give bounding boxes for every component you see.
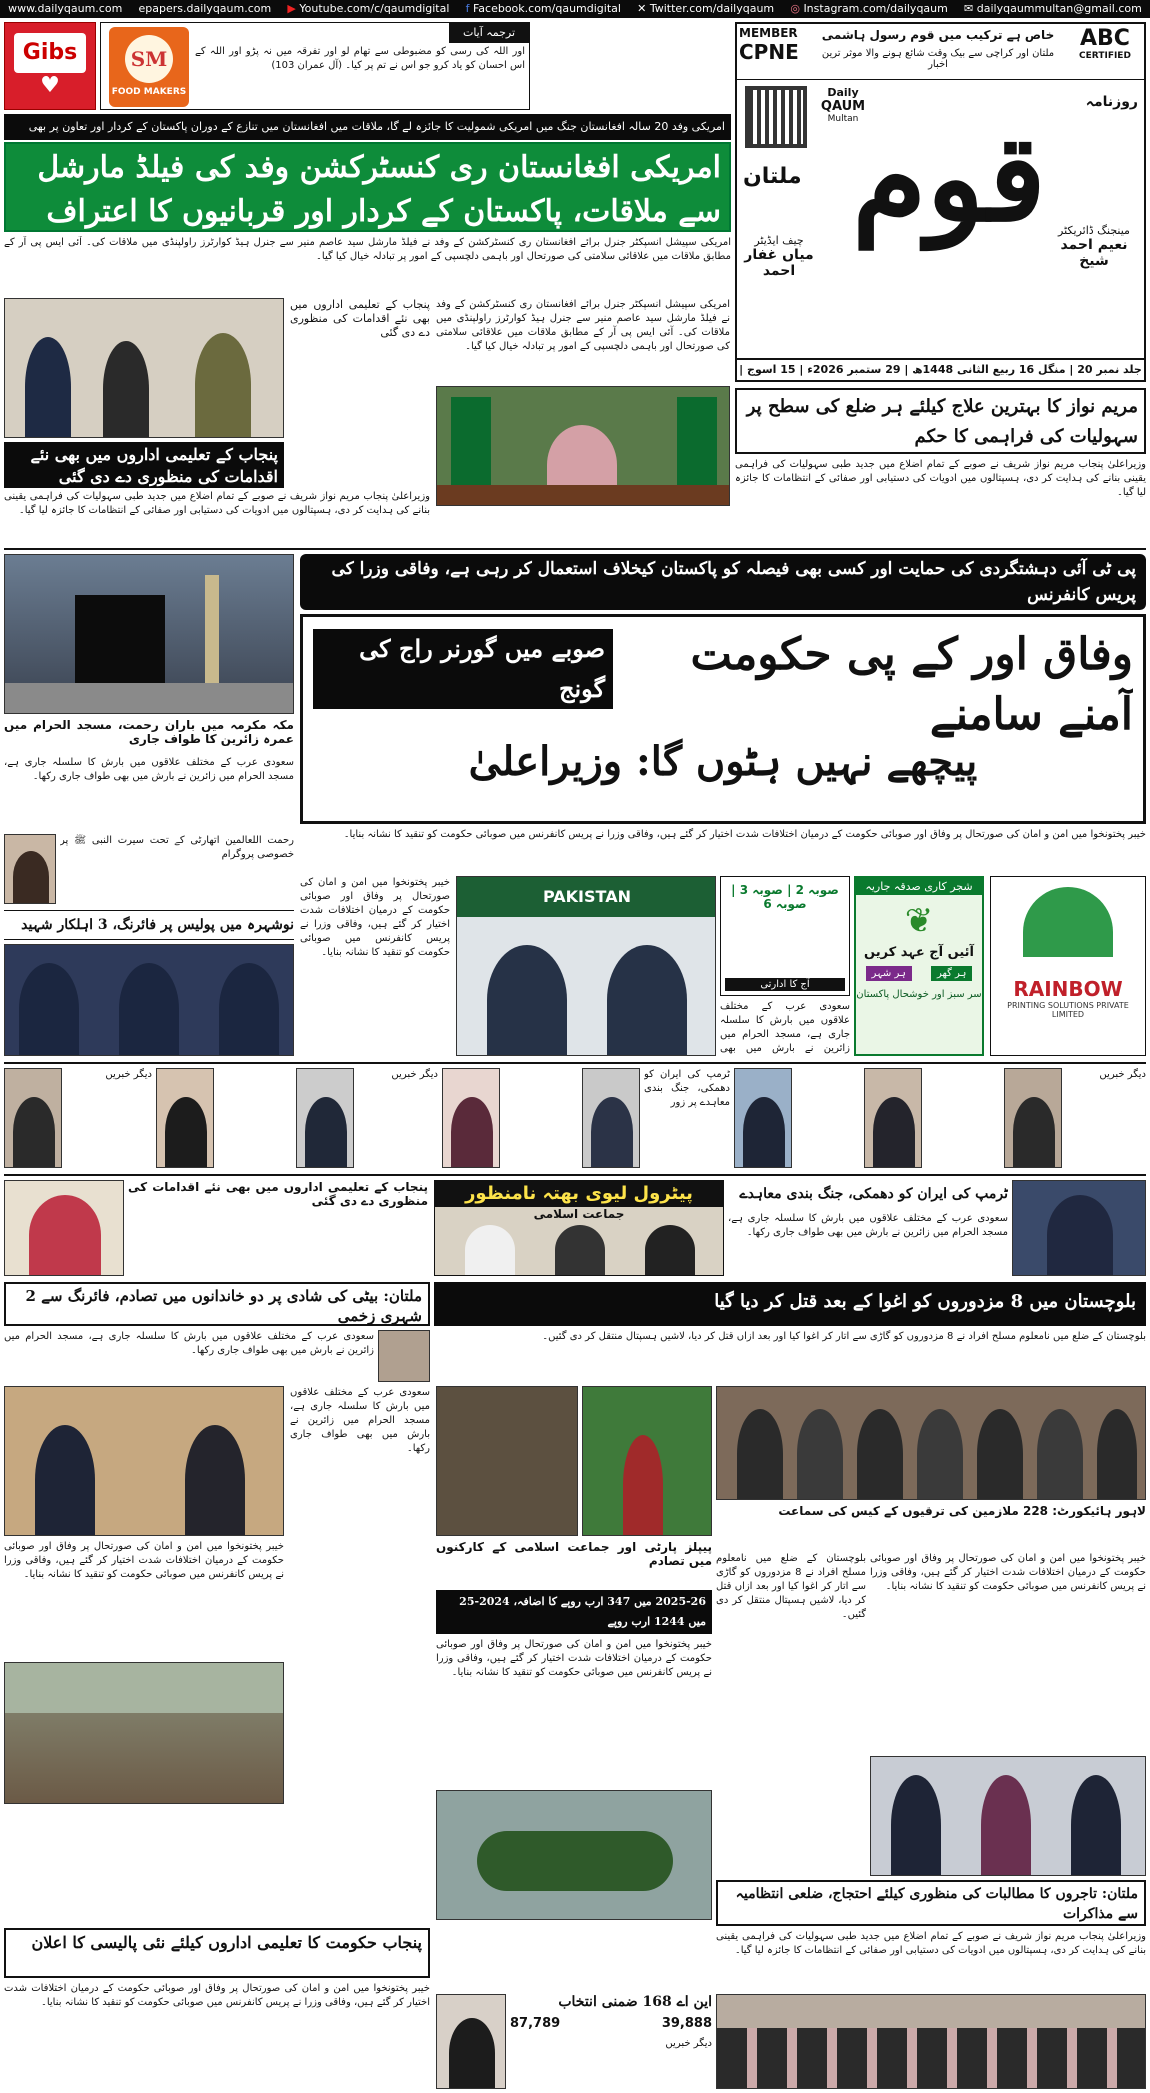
main-headline-1: وفاق اور کے پی حکومت آمنے سامنے [690, 629, 1133, 740]
na168-box [510, 1994, 712, 2089]
tree-sub2: ہر گھر [931, 966, 972, 981]
quake-levels: صوبہ 2 | صوبہ 3 | صوبہ 6 [731, 883, 839, 911]
tagline: ملتان اور کراچی سے بیک وقت شائع ہونے والا موثر ترین اخبار [821, 48, 1055, 70]
rainbow-ad[interactable] [990, 876, 1146, 1056]
divider-2 [4, 1062, 1146, 1064]
right-lower-text-2: خیبر پختونخوا میں امن و امان کی صورتحال پر وفاق اور صوبائی حکومت کے درمیان اختلافات شدت اختیار کر گئے ہیں، وفاقی وزرا نے پریس کانفرنس میں صوبائی حکومت کو تنقید کا نشانہ بنایا۔ [870, 1553, 1146, 1592]
kaaba-headline: مکہ مکرمہ میں باران رحمت، مسجد الحرام میں عمرہ زائرین کا طواف جاری [4, 718, 294, 746]
member-label: MEMBER [739, 26, 798, 40]
iran-official-photo [1012, 1180, 1146, 1276]
na168-votes-b: 39,888 [661, 2016, 712, 2031]
candidate-photo [436, 1994, 506, 2089]
facebook-icon: f [465, 2, 470, 15]
petrol-headline: پیٹرول لیوی بھتہ نامنظور [435, 1181, 723, 1207]
center-bottom-text: خیبر پختونخوا میں امن و امان کی صورتحال پر وفاق اور صوبائی حکومت کے درمیان اختلافات شدت اختیار کر گئے ہیں، وفاقی وزرا نے پریس کانفرنس میں صوبائی حکومت کو تنقید کا نشانہ بنایا۔ [436, 1639, 712, 1678]
bottom-right-body: وزیراعلیٰ پنجاب مریم نواز شریف نے صوبے کے تمام اضلاع میں جدید طبی سہولیات کی فراہمی یقینی بنانے کی ہدایت کر دی، ہسپتالوں میں ادویات کی دستیابی اور صفائی کے انتظامات کا جائزہ لیا گیا۔ [716, 1931, 1146, 1956]
tree-sub1: ہر شہر [866, 966, 912, 981]
balochistan-headline: بلوچستان میں 8 مزدوروں کو اغوا کے بعد قتل کر دیا گیا [434, 1282, 1146, 1326]
email-link[interactable]: ✉ dailyqaummultan@gmail.com [964, 2, 1142, 15]
portrait-3 [296, 1068, 354, 1168]
epaper-link[interactable]: epapers.dailyqaum.com [138, 2, 272, 15]
instagram-link[interactable]: ◎ Instagram.com/dailyqaum [790, 2, 948, 15]
rahmat-text: رحمت اللعالمین اتھارٹی کے تحت سیرت النبی ﷺ پر خصوصی پروگرام [60, 835, 294, 860]
kaaba-photo [4, 554, 294, 714]
gibs-ad[interactable] [4, 22, 96, 110]
top-story-col2: پنجاب کے تعلیمی اداروں میں بھی نئے اقدامات کی منظوری دے دی گئی [290, 298, 430, 339]
portrait-row [4, 1068, 1146, 1172]
health-headline: مریم نواز کا بہترین علاج کیلئے ہر ضلع کی سطح پر سہولیات کی فراہمی کا حکم [735, 388, 1146, 454]
bottom-right-headline: ملتان: تاجروں کا مطالبات کی منظوری کیلئے احتجاج، ضلعی انتظامیہ سے مذاکرات [716, 1880, 1146, 1926]
health-body: وزیراعلیٰ پنجاب مریم نواز شریف نے صوبے کے تمام اضلاع میں جدید طبی سہولیات کی فراہمی یقینی بنانے کی ہدایت کر دی، ہسپتالوں میں ادویات کی دستیابی اور صفائی کے انتظامات کا جائزہ لیا گیا۔ [735, 459, 1146, 498]
portrait-text-3: دیگر خبریں [391, 1069, 438, 1080]
dateline: جلد نمبر 20 | منگل 16 ربیع الثانی 1448ھ | 29 ستمبر 2026ء | 15 اسوج | [737, 358, 1144, 380]
landslide-photo [4, 1662, 284, 1804]
budget-headline: 2025-26 میں 347 ارب روپے کا اضافہ، 2024-25 میں 1244 ارب روپے [436, 1590, 712, 1634]
protest-photo [716, 1386, 1146, 1500]
mosque-icon [1023, 887, 1113, 957]
petrol-levy-box [434, 1180, 724, 1276]
woman-minister-photo [4, 1180, 124, 1276]
main-headline-3: پیچھے نہیں ہٹوں گا: وزیراعلیٰ [468, 738, 978, 785]
main-headline-2: صوبے میں گورنر راج کی گونج [313, 629, 613, 709]
qaum-label: QAUM [820, 99, 866, 114]
maryam-nawaz-photo [436, 386, 730, 506]
petrol-sub: جماعت اسلامی [533, 1207, 625, 1221]
masthead-city: ملتان [743, 164, 802, 189]
jamaat-text: پیپلز پارٹی اور جماعت اسلامی کے کارکنوں میں تصادم [436, 1540, 712, 1568]
daily-label: Daily [827, 86, 859, 99]
quran-text: اور اللہ کی رسی کو مضبوطی سے تھام لو اور تفرقہ میں نہ پڑو اور اللہ کے اس احسان کو یاد کرو جو اس نے تم پر کیا۔ (آل عمران 103) [195, 46, 525, 71]
multan-label: Multan [827, 114, 859, 124]
top-story-col3: امریکی سپیشل انسپکٹر جنرل برائے افغانستان ری کنسٹرکشن کے وفد نے فیلڈ مارشل سید عاصم منیر سے جنرل ہیڈ کوارٹرز راولپنڈی میں ملاقات کی۔ آئی ایس پی آر کے مطابق ملاقات میں علاقائی سلامتی کی صورتحال اور باہمی دلچسپی کے امور پر تبادلہ خیال کیا گیا۔ [436, 299, 730, 352]
youtube-link[interactable]: ▶ Youtube.com/c/qaumdigital [287, 2, 450, 15]
quake-box [720, 876, 850, 996]
football-photo [582, 1386, 712, 1536]
rainbow-logo: RAINBOW [1013, 977, 1123, 1001]
main-lead-box [300, 614, 1146, 824]
gibs-logo: Gibs [14, 33, 86, 73]
chief-editor-label: چیف ایڈیٹر [754, 234, 804, 247]
punjab-body: وزیراعلیٰ پنجاب مریم نواز شریف نے صوبے کے تمام اضلاع میں جدید طبی سہولیات کی فراہمی یقینی بنانے کی ہدایت کر دی، ہسپتالوں میں ادویات کی دستیابی اور صفائی کے انتظامات کا جائزہ لیا گیا۔ [4, 491, 430, 516]
iran-body: سعودی عرب کے مختلف علاقوں میں بارش کا سلسلہ جاری ہے، مسجد الحرام میں زائرین نے بارش میں بھی طواف جاری رکھا۔ [728, 1213, 1008, 1238]
sm-logo: SM [125, 35, 173, 83]
heart-icon: ♥ [40, 73, 60, 98]
quake-text: سعودی عرب کے مختلف علاقوں میں بارش کا سلسلہ جاری ہے، مسجد الحرام میں زائرین نے بارش میں بھی [720, 1001, 850, 1054]
daughter-body: سعودی عرب کے مختلف علاقوں میں بارش کا سلسلہ جاری ہے، مسجد الحرام میں زائرین نے بارش میں بھی طواف جاری رکھا۔ [4, 1331, 374, 1356]
tree-text: آئیں آج عہد کریں [864, 945, 974, 960]
md-name: نعیم احمد شیخ [1060, 237, 1128, 269]
roznama-label: روزنامہ [1085, 94, 1138, 110]
accounts-text: لاہور ہائیکورٹ: 228 ملازمین کی ترقیوں کے کیس کی سماعت [778, 1504, 1146, 1518]
top-social-bar [0, 0, 1150, 18]
main-lead-body: خیبر پختونخوا میں امن و امان کی صورتحال پر وفاق اور صوبائی حکومت کے درمیان اختلافات شدت اختیار کر گئے ہیں، وفاقی وزرا نے پریس کانفرنس میں صوبائی حکومت کو تنقید کا نشانہ بنایا۔ [343, 829, 1146, 840]
punjab-cm-text: پنجاب کے تعلیمی اداروں میں بھی نئے اقدامات کی منظوری دے دی گئی [128, 1180, 428, 1208]
portrait-4 [442, 1068, 500, 1168]
quran-box [100, 22, 530, 110]
youtube-icon: ▶ [287, 2, 296, 15]
portrait-1 [4, 1068, 62, 1168]
right-lower-text: بلوچستان کے ضلع میں نامعلوم مسلح افراد نے 8 مزدوروں کو گاڑی سے اتار کر اغوا کیا اور بعد ازاں قتل کر دیا، لاشیں ہسپتال منتقل کر دی گئیں۔ [716, 1553, 866, 1620]
lower-left-text: خیبر پختونخوا میں امن و امان کی صورتحال پر وفاق اور صوبائی حکومت کے درمیان اختلافات شدت اختیار کر گئے ہیں، وفاقی وزرا نے پریس کانفرنس میں صوبائی حکومت کو تنقید کا نشانہ بنایا۔ [4, 1541, 284, 1580]
na168-body: دیگر خبریں [665, 2038, 712, 2049]
na168-title: این اے 168 ضمنی انتخاب [558, 1994, 712, 2010]
tree-title: شجر کاری صدقہ جاریہ [856, 878, 982, 895]
balochistan-body: بلوچستان کے ضلع میں نامعلوم مسلح افراد نے 8 مزدوروں کو گاڑی سے اتار کر اغوا کیا اور بعد ازاں قتل کر دیا، لاشیں ہسپتال منتقل کر دی گئیں۔ [542, 1331, 1146, 1342]
qr-code[interactable] [745, 86, 807, 148]
bottom-left-headline: پنجاب حکومت کا تعلیمی اداروں کیلئے نئی پالیسی کا اعلان [4, 1928, 430, 1978]
disaster-photo [436, 1386, 578, 1536]
sm-text: FOOD MAKERS [111, 87, 187, 97]
cabinet-meeting-photo [436, 1790, 712, 1920]
portrait-6 [734, 1068, 792, 1168]
portrait-text-8: دیگر خبریں [1099, 1069, 1146, 1080]
quran-title: ترجمہ آیات [449, 23, 529, 43]
press-conference-photo: PAKISTAN [456, 876, 716, 1056]
masthead-title: قوم [852, 108, 1046, 249]
tree-footer: سر سبز اور خوشحال پاکستان [856, 989, 982, 1000]
quake-title: آج کا ادارتی [725, 978, 845, 991]
md-label: مینجنگ ڈائریکٹر [1058, 224, 1130, 237]
divider-1 [4, 548, 1146, 550]
iran-headline: ٹرمپ کی ایران کو دھمکی، جنگ بندی معاہدے [739, 1186, 1008, 1202]
facebook-link[interactable]: f Facebook.com/qaumdigital [465, 2, 621, 15]
top-story-kicker: امریکی وفد 20 سالہ افغانستان جنگ میں امریکی شمولیت کا جائزہ لے گا، ملاقات میں افغانستان میں تنازع کے دوران پاکستان کے کردار اور تعاون پر بھی [4, 114, 731, 140]
punjab-banner: پنجاب کے تعلیمی اداروں میں بھی نئے اقدامات کی منظوری دے دی گئی [4, 442, 284, 488]
plant-icon: ❦ [904, 901, 934, 941]
chief-editor-name: میاں غفار احمد [744, 247, 814, 279]
bottom-left-body: خیبر پختونخوا میں امن و امان کی صورتحال پر وفاق اور صوبائی حکومت کے درمیان اختلافات شدت اختیار کر گئے ہیں، وفاقی وزرا نے پریس کانفرنس میں صوبائی حکومت کو تنقید کا نشانہ بنایا۔ [4, 1983, 430, 2008]
top-story-headline: امریکی افغانستان ری کنسٹرکشن وفد کی فیلڈ مارشل سے ملاقات، پاکستان کے کردار اور قربانیوں کا اعتراف [4, 142, 731, 232]
center-lower-text: سعودی عرب کے مختلف علاقوں میں بارش کا سلسلہ جاری ہے، مسجد الحرام میں زائرین نے بارش میں بھی طواف جاری رکھا۔ [290, 1387, 430, 1454]
award-ceremony-photo [870, 1756, 1146, 1876]
field-marshal-meeting-photo [4, 298, 284, 438]
group-photo [716, 1994, 1146, 2089]
sm-food-makers-ad[interactable] [109, 27, 189, 107]
speaker-portrait [4, 834, 56, 904]
kaaba-body: سعودی عرب کے مختلف علاقوں میں بارش کا سلسلہ جاری ہے، مسجد الحرام میں زائرین نے بارش میں بھی طواف جاری رکھا۔ [4, 757, 294, 782]
tree-plantation-ad[interactable] [854, 876, 984, 1056]
masthead-topline [737, 24, 1144, 80]
website-link[interactable]: www.dailyqaum.com [8, 2, 123, 15]
cpne-logo: CPNE [739, 40, 799, 64]
federal-kicker: پی ٹی آئی دہشتگردی کی حمایت اور کسی بھی فیصلہ کو پاکستان کیخلاف استعمال کر رہی ہے، وفاقی وزرا کی پریس کانفرنس [300, 554, 1146, 610]
abc-certified: CERTIFIED [1079, 51, 1131, 61]
twitter-link[interactable]: ✕ Twitter.com/dailyqaum [637, 2, 775, 15]
daughter-headline: ملتان: بیٹی کی شادی پر دو خاندانوں میں تصادم، فائرنگ سے 2 شہری زخمی [4, 1282, 430, 1326]
portrait-7 [864, 1068, 922, 1168]
masthead [735, 22, 1146, 382]
portrait-8 [1004, 1068, 1062, 1168]
portrait-text-5: ٹرمپ کی ایران کو دھمکی، جنگ بندی معاہدے پر زور [644, 1069, 730, 1108]
top-story-body: امریکی سپیشل انسپکٹر جنرل برائے افغانستان ری کنسٹرکشن کے وفد نے فیلڈ مارشل سید عاصم منیر سے جنرل ہیڈ کوارٹرز راولپنڈی میں ملاقات کی۔ آئی ایس پی آر کے مطابق ملاقات میں علاقائی سلامتی کی صورتحال اور باہمی دلچسپی کے امور پر تبادلہ خیال کیا گیا۔ [4, 237, 731, 262]
portrait-text-1: دیگر خبریں [105, 1069, 152, 1080]
center-col-text: خیبر پختونخوا میں امن و امان کی صورتحال پر وفاق اور صوبائی حکومت کے درمیان اختلافات شدت اختیار کر گئے ہیں، وفاقی وزرا نے پریس کانفرنس میں صوبائی حکومت کو تنقید کا نشانہ بنایا۔ [300, 877, 450, 958]
injured-photo [378, 1330, 430, 1382]
slogan: خاص ہے ترکیب میں قوم رسول ہاشمی [821, 28, 1055, 42]
portrait-2 [156, 1068, 214, 1168]
police-headline: نوشہرہ میں پولیس پر فائرنگ، 3 اہلکار شہید [4, 910, 294, 940]
rainbow-sub: PRINTING SOLUTIONS PRIVATE LIMITED [1007, 1001, 1129, 1019]
abc-logo: ABC [1080, 26, 1130, 51]
na168-votes-a: 87,789 [510, 2016, 561, 2031]
governor-meeting-photo [4, 1386, 284, 1536]
portrait-5 [582, 1068, 640, 1168]
police-martyrs-photo [4, 944, 294, 1056]
instagram-icon: ◎ [790, 2, 800, 15]
twitter-icon: ✕ [637, 2, 647, 15]
email-icon: ✉ [964, 2, 974, 15]
divider-3 [4, 1174, 1146, 1176]
